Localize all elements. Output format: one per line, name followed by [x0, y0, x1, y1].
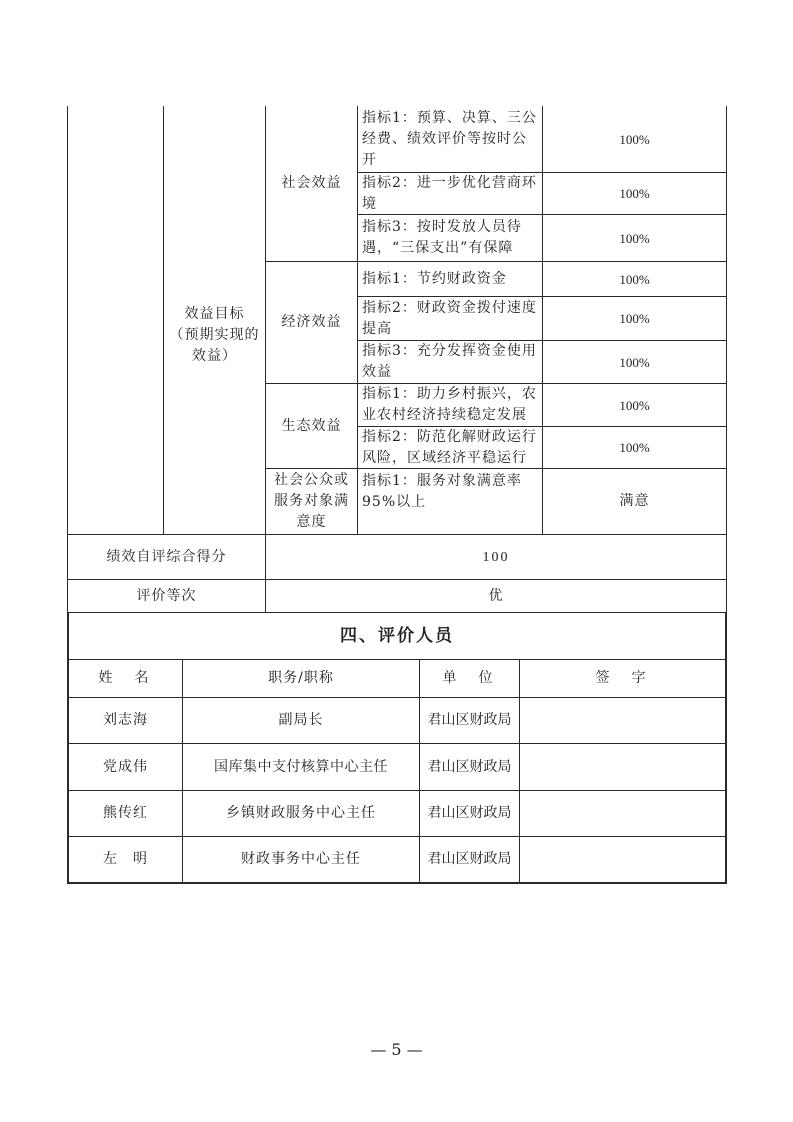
evaluator-title: 财政事务中心主任: [241, 851, 361, 867]
header-signature: 签 字: [595, 670, 650, 686]
goal-label: [164, 260, 265, 410]
evaluator-name: 左 明: [103, 851, 148, 867]
indicator-text: 指标2：防范化解财政运行风险，区域经济平稳运行: [362, 428, 537, 466]
grid-line: [726, 106, 727, 612]
indicator-value: 100%: [619, 230, 650, 246]
indicator-text: 指标1：预算、决算、三公经费、绩效评价等按时公开: [362, 110, 537, 168]
indicator-value: 满意: [619, 493, 650, 509]
indicator-text: 指标3：充分发挥资金使用效益: [362, 343, 537, 380]
grade-label: 评价等次: [136, 587, 197, 604]
signature-field[interactable]: [520, 698, 725, 743]
evaluator-title: 国库集中支付核算中心主任: [214, 758, 388, 775]
indicator-value: 100%: [619, 186, 650, 201]
score-value: 100: [482, 549, 510, 565]
goal-label-text: 效益目标 （预期实现的效益）: [169, 305, 260, 364]
indicator-value: 100%: [619, 131, 650, 147]
score-label: 绩效自评综合得分: [106, 548, 227, 565]
evaluator-unit: 君山区财政局: [427, 712, 512, 728]
evaluator-name: 熊传红: [103, 805, 148, 821]
indicator-value: 100%: [619, 271, 650, 287]
indicator-value: 100%: [619, 354, 650, 370]
evaluator-name: 刘志海: [103, 712, 148, 728]
indicator-text: 指标1：助力乡村振兴，农业农村经济持续稳定发展: [362, 386, 537, 423]
indicator-text: 指标1：服务对象满意率95%以上: [362, 473, 522, 510]
evaluator-unit: 君山区财政局: [427, 805, 512, 821]
evaluator-title: 乡镇财政服务中心主任: [226, 805, 376, 821]
category-economic: [266, 262, 357, 383]
indicator-value: 100%: [619, 440, 650, 455]
grade-value: 优: [488, 587, 504, 604]
grid-line: [725, 613, 727, 883]
signature-field[interactable]: [520, 837, 725, 882]
header-title: 职务/职称: [268, 670, 334, 686]
evaluator-name: 党成伟: [103, 758, 148, 775]
page-number: — 5 —: [370, 1040, 423, 1059]
category-satisfaction: [266, 469, 357, 534]
evaluator-unit: 君山区财政局: [427, 851, 512, 867]
category-name: 社会公众或服务对象满意度: [274, 472, 349, 530]
indicator-text: 指标1：节约财政资金: [362, 270, 507, 287]
header-unit: 单 位: [442, 670, 497, 686]
signature-field[interactable]: [520, 791, 725, 836]
indicator-text: 指标3：按时发放人员待遇，“三保支出”有保障: [362, 219, 522, 256]
grid-line: [67, 882, 727, 884]
category-name: 经济效益: [281, 314, 342, 330]
category-name: 生态效益: [281, 417, 342, 434]
indicator-text: 指标2：财政资金拨付速度提高: [362, 299, 537, 337]
signature-field[interactable]: [520, 744, 725, 790]
category-social: [266, 106, 357, 261]
category-name: 社会效益: [281, 175, 342, 191]
indicator-value: 100%: [619, 311, 650, 326]
evaluator-unit: 君山区财政局: [427, 758, 512, 775]
indicator-value: 100%: [619, 397, 650, 413]
evaluator-title: 副局长: [278, 712, 324, 728]
section-title: 四、评价人员: [340, 625, 454, 646]
header-name: 姓 名: [98, 670, 153, 686]
indicator-text: 指标2：进一步优化营商环境: [362, 174, 537, 212]
category-ecological: [266, 384, 357, 468]
